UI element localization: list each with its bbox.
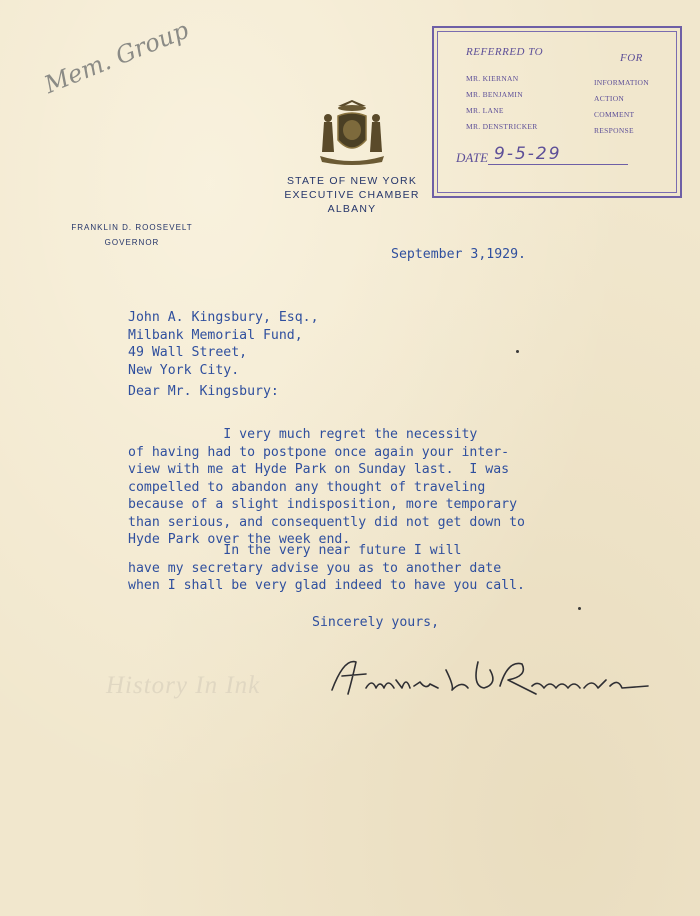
stamp-date-label: DATE bbox=[456, 150, 489, 165]
letterhead-state: STATE OF NEW YORK bbox=[286, 175, 418, 187]
stamp-date-value: 9-5-29 bbox=[494, 144, 562, 164]
stamp-purpose: COMMENT bbox=[594, 110, 635, 119]
stamp-purpose: ACTION bbox=[594, 94, 625, 103]
body-paragraph-2: In the very near future I will have my secretary advise you as to another date when I shall be very glad indeed to have you call. bbox=[128, 543, 525, 593]
stamp-for: FOR bbox=[620, 52, 643, 64]
paper-speck bbox=[578, 607, 581, 610]
stamp-name: MR. KIERNAN bbox=[466, 74, 519, 83]
pencil-annotation bbox=[40, 15, 193, 130]
recipient-address: John A. Kingsbury, Esq., Milbank Memorial Fund, 49 Wall Street, New York City. bbox=[128, 310, 319, 378]
stamp-name: MR. DENSTRICKER bbox=[466, 122, 538, 131]
letterhead-sender bbox=[52, 220, 212, 250]
letterhead-name: FRANKLIN D. ROOSEVELT bbox=[71, 223, 193, 232]
letterhead-title: GOVERNOR bbox=[104, 238, 160, 247]
closing: Sincerely yours, bbox=[312, 615, 440, 630]
svg-text:Mem. Group: Mem. Group bbox=[40, 15, 193, 100]
letter-date: September 3,1929. bbox=[391, 247, 526, 262]
salutation: Dear Mr. Kingsbury: bbox=[128, 384, 279, 399]
stamp-date-line bbox=[488, 164, 628, 165]
stamp-name: MR. BENJAMIN bbox=[466, 90, 523, 99]
state-seal-icon bbox=[314, 96, 390, 168]
stamp-purpose: RESPONSE bbox=[594, 126, 634, 135]
stamp-name: MR. LANE bbox=[466, 106, 504, 115]
letterhead-chamber: EXECUTIVE CHAMBER bbox=[284, 189, 420, 201]
watermark: History In Ink bbox=[106, 672, 261, 699]
referral-stamp bbox=[432, 26, 682, 198]
stamp-referred-to: REFERRED TO bbox=[466, 46, 544, 58]
paper-speck bbox=[516, 350, 519, 353]
body-paragraph-1: I very much regret the necessity of having had to postpone once again your inter- view with me at Hyde Park on Sunday last. I was compelled to abandon any thought of traveling because of a slight indisposition, more temporary than serious, and consequently did not get down to Hyde Park over the week end. bbox=[128, 427, 525, 547]
letterhead-city: ALBANY bbox=[327, 203, 377, 215]
stamp-purpose: INFORMATION bbox=[594, 78, 649, 87]
letterhead-office bbox=[262, 174, 442, 216]
signature-image bbox=[322, 650, 652, 710]
